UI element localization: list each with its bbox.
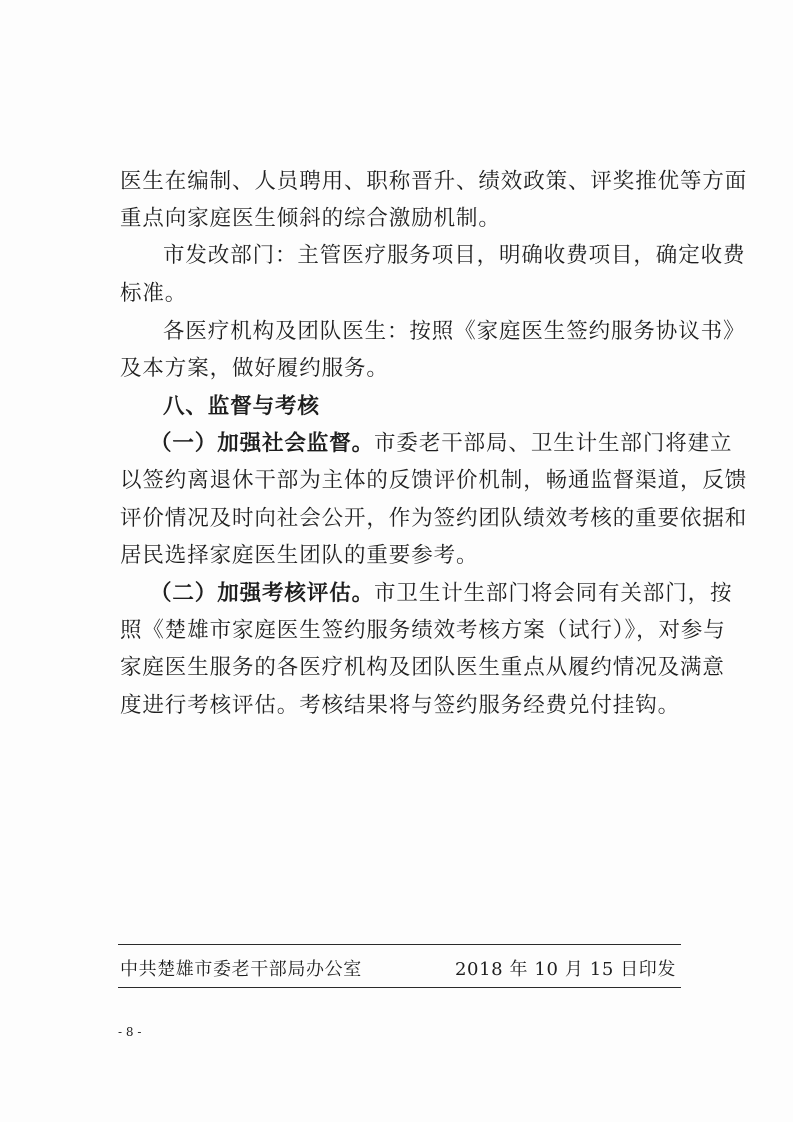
paragraph-line: 重点向家庭医生倾斜的综合激励机制。 [120, 206, 501, 231]
paragraph-line: 居民选择家庭医生团队的重要参考。 [120, 543, 479, 568]
footer-bottom-rule [118, 987, 681, 988]
paragraph-line: 标准。 [120, 281, 188, 306]
paragraph-line: 度进行考核评估。考核结果将与签约服务经费兑付挂钩。 [120, 693, 681, 718]
paragraph-line: 医生在编制、人员聘用、职称晋升、绩效政策、评奖推优等方面 [120, 169, 748, 194]
item2-first-line [150, 580, 733, 608]
footer-issuer: 中共楚雄市委老干部局办公室 [120, 959, 362, 980]
paragraph-line: 评价情况及时向社会公开，作为签约团队绩效考核的重要依据和 [120, 506, 748, 531]
footer-date: 2018 年 10 月 15 日印发 [454, 959, 676, 980]
paragraph-line: 家庭医生服务的各医疗机构及团队医生重点从履约情况及满意 [120, 655, 725, 680]
paragraph-line: 照《楚雄市家庭医生签约服务绩效考核方案（试行）》，对参与 [120, 618, 726, 643]
item2-text: 市卫生计生部门将会同有关部门，按 [374, 581, 733, 606]
item2-title: （二）加强考核评估。 [150, 581, 375, 606]
item1-text: 市委老干部局、卫生计生部门将建立 [374, 431, 733, 456]
page-number: - 8 - [118, 1025, 142, 1039]
section-heading: 八、监督与考核 [163, 394, 320, 419]
footer-top-rule [118, 944, 681, 945]
paragraph-line: 市发改部门：主管医疗服务项目，明确收费项目，确定收费 [163, 243, 746, 268]
paragraph-line: 以签约离退休干部为主体的反馈评价机制，畅通监督渠道，反馈 [120, 468, 748, 493]
paragraph-line: 各医疗机构及团队医生：按照《家庭医生签约服务协议书》 [163, 319, 746, 344]
paragraph-line: 及本方案，做好履约服务。 [120, 356, 389, 381]
item1-first-line [150, 430, 733, 458]
item1-title: （一）加强社会监督。 [150, 431, 375, 456]
